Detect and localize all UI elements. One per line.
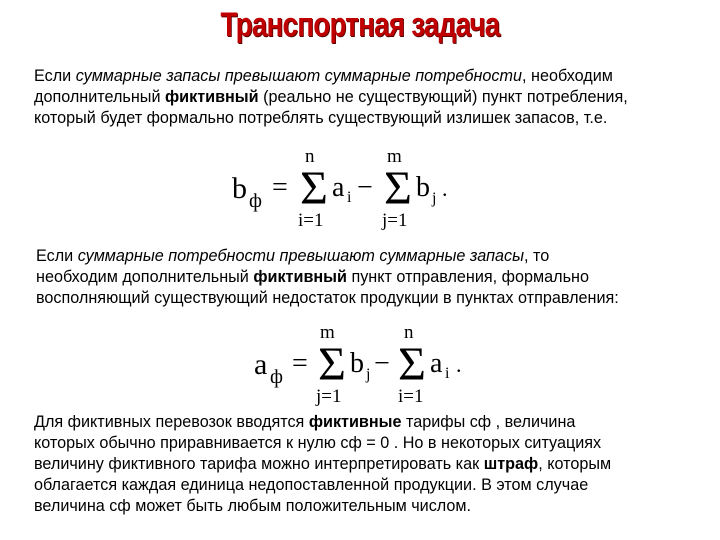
paragraph-line: восполняющий существующий недостаток продукции в пунктах отправления: [36,289,619,307]
formula-equals: = [292,348,308,379]
formula-term-subscript: j [366,366,371,383]
sum-symbol: Σ [300,162,328,215]
paragraph-line: которых обычно приравнивается к нулю сф = 0 . Но в некоторых ситуациях [34,434,602,452]
sum-lower-limit: j=1 [382,210,408,231]
text-span: , которым [538,455,612,473]
formula-term: b [350,348,364,379]
sum-upper-limit: m [387,146,402,167]
text-span: тарифы сф , величина [401,413,576,431]
formula-lhs-subscript: ф [270,366,283,388]
formula-term-subscript: i [445,365,450,382]
paragraph-excess-supply [34,66,704,129]
bold-text: фиктивный [164,88,259,106]
formula-lhs-subscript: ф [249,190,262,212]
sum-lower-limit: i=1 [298,210,324,231]
text-span: Для фиктивных перевозок вводятся [34,413,309,431]
paragraph-fictitious-tariffs [34,412,704,517]
formula-period: . [456,352,462,377]
text-span: величину фиктивного тарифа можно интерпретировать как [34,455,484,473]
paragraph-line [34,87,704,108]
sum-upper-limit: n [404,322,414,343]
formula-minus: − [374,348,390,379]
formula-term: a [332,172,345,203]
text-span: , то [524,247,550,265]
text-span: необходим дополнительный [36,268,254,286]
sum-symbol: Σ [318,338,346,391]
paragraph-line [34,454,704,475]
text-span: пункт отправления, формально [346,268,589,286]
paragraph-line: величина сф может быть любым положительным числом. [34,497,472,515]
formula-minus: − [357,172,373,203]
paragraph-line [36,246,706,267]
text-span: , необходим [522,67,613,85]
paragraph-line [34,412,704,433]
formula-term-subscript: i [347,189,352,206]
paragraph-line: облагается каждая единица недопоставленной продукции. В этом случае [34,476,589,494]
formula-lhs: b [232,172,247,205]
bold-text: штраф [483,455,539,473]
sum-lower-limit: i=1 [398,386,424,407]
formula-term-subscript: j [432,190,437,207]
text-span: (реально не существующий) пункт потребления, [258,88,628,106]
formula-fictitious-consumer [228,146,458,232]
italic-text: суммарные запасы превышают суммарные потребности [75,67,523,85]
paragraph-line [34,66,704,87]
text-span: дополнительный [34,88,165,106]
formula-term: a [430,348,443,379]
sum-symbol: Σ [384,162,412,215]
paragraph-excess-demand [36,246,706,309]
formula-period: . [442,176,448,201]
page-title: Транспортная задача [220,6,500,44]
bold-text: фиктивный [253,268,347,286]
sum-upper-limit: n [305,146,315,167]
italic-text: суммарные потребности превышают суммарные запасы [77,247,525,265]
text-span: Если [34,67,76,85]
formula-fictitious-supplier [252,322,474,408]
sum-lower-limit: j=1 [316,386,342,407]
sum-symbol: Σ [398,338,426,391]
formula-equals: = [272,172,288,203]
paragraph-line [36,267,706,288]
text-span: Если [36,247,78,265]
paragraph-line: который будет формально потреблять существующий излишек запасов, т.е. [34,109,608,127]
bold-text: фиктивные [308,413,402,431]
sum-upper-limit: m [320,322,335,343]
formula-term: b [416,172,430,203]
formula-lhs: a [254,348,268,381]
